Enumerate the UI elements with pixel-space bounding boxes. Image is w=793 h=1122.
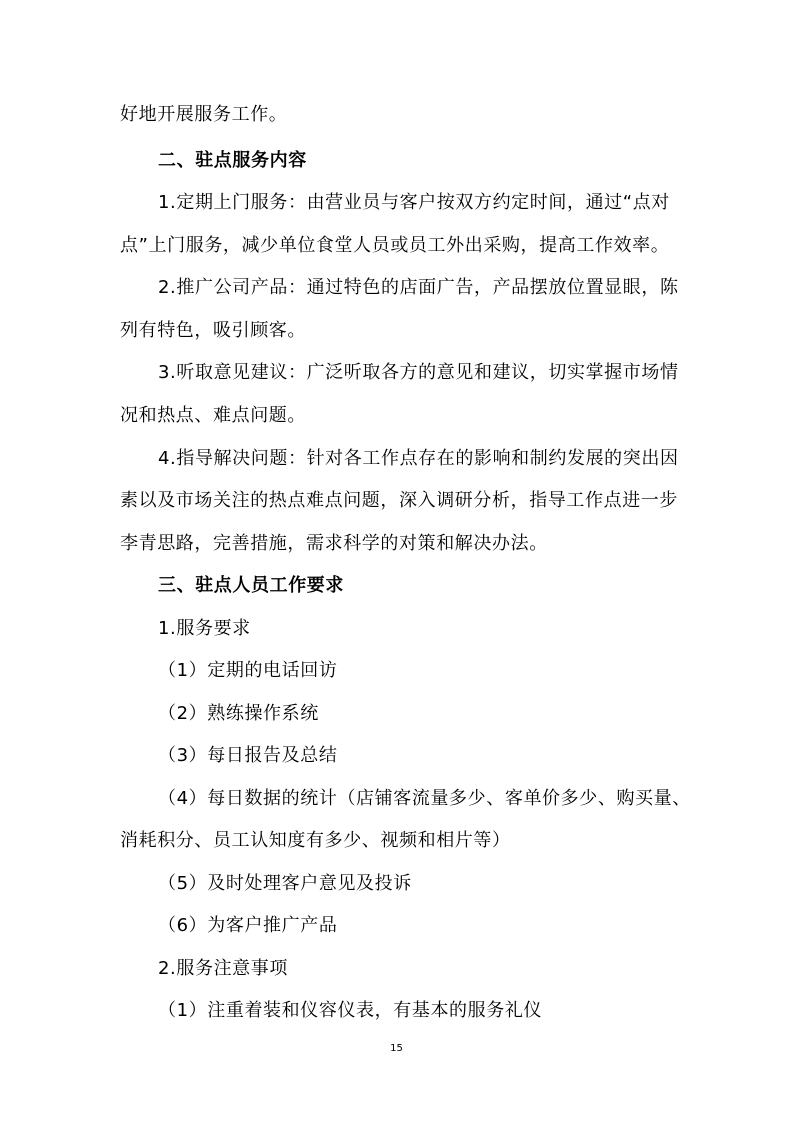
item-3-line-1: 3.听取意见建议：广泛听取各方的意见和建议，切实掌握市场情	[158, 362, 679, 383]
requirement-5: （5）及时处理客户意见及投诉	[158, 873, 412, 894]
subsection-service-notes: 2.服务注意事项	[158, 958, 288, 979]
item-2-line-1: 2.推广公司产品：通过特色的店面广告，产品摆放位置显眼，陈	[158, 277, 679, 298]
item-4-line-3: 李青思路，完善措施，需求科学的对策和解决办法。	[120, 533, 548, 554]
item-1-line-1: 1.定期上门服务：由营业员与客户按双方约定时间，通过“点对	[158, 192, 670, 213]
item-1-line-2: 点”上门服务，减少单位食堂人员或员工外出采购，提高工作效率。	[120, 235, 670, 256]
note-1: （1）注重着装和仪容仪表，有基本的服务礼仪	[158, 1000, 543, 1021]
item-2-line-2: 列有特色，吸引顾客。	[120, 320, 306, 341]
requirement-3: （3）每日报告及总结	[158, 745, 338, 766]
requirement-1: （1）定期的电话回访	[158, 660, 338, 681]
requirement-4-line-2: 消耗积分、员工认知度有多少、视频和相片等）	[120, 830, 511, 851]
subsection-service-requirements: 1.服务要求	[158, 618, 251, 639]
section-heading-3: 三、驻点人员工作要求	[158, 575, 344, 596]
paragraph-continuation: 好地开展服务工作。	[120, 104, 288, 125]
requirement-2: （2）熟练操作系统	[158, 703, 319, 724]
item-3-line-2: 况和热点、难点问题。	[120, 405, 306, 426]
page-number: 15	[390, 1043, 403, 1054]
item-4-line-2: 素以及市场关注的热点难点问题，深入调研分析，指导工作点进一步	[120, 490, 678, 511]
item-4-line-1: 4.指导解决问题：针对各工作点存在的影响和制约发展的突出因	[158, 448, 679, 469]
section-heading-2: 二、驻点服务内容	[158, 150, 307, 171]
requirement-6: （6）为客户推广产品	[158, 915, 338, 936]
requirement-4-line-1: （4）每日数据的统计（店铺客流量多少、客单价多少、购买量、	[158, 788, 691, 809]
